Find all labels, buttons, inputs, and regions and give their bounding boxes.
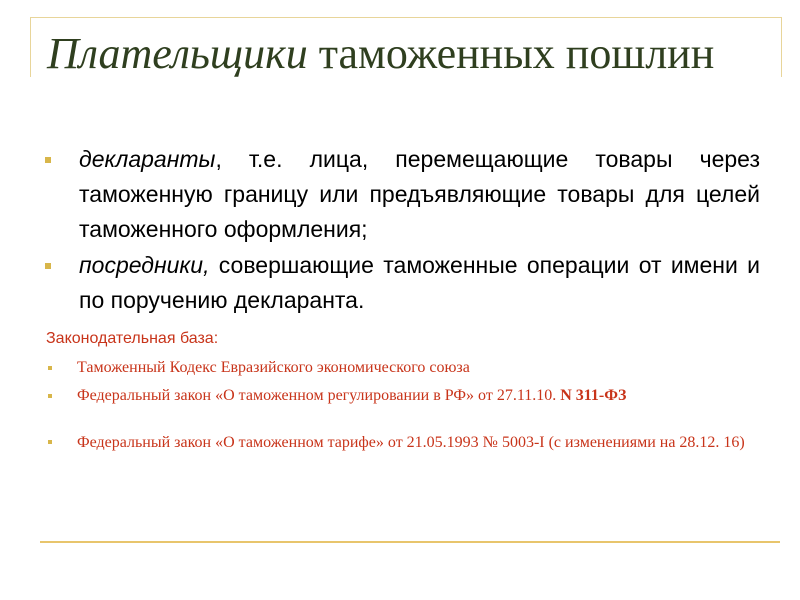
term-intermediaries: посредники,: [79, 252, 210, 278]
square-bullet-icon: [45, 157, 51, 163]
small-bullet-icon: [48, 440, 52, 444]
small-bullet-icon: [48, 394, 52, 398]
reference-item: [46, 427, 760, 458]
payers-list: [40, 142, 760, 319]
title-rest-part: таможенных пошлин: [307, 29, 715, 78]
intermediaries-description: совершающие таможенные операции от имени и по поручению декларанта.: [79, 252, 760, 313]
declarants-description: , т.е. лица, перемещающие товары через таможенную границу или предъявляющие товары для целей таможенного оформления;: [79, 146, 760, 242]
legal-basis-heading: Законодательная база:: [46, 330, 219, 347]
list-item-intermediaries: [40, 248, 760, 318]
reference-law-number: N 311-ФЗ: [560, 387, 627, 404]
frame-bottom-line: [40, 541, 780, 543]
reference-item: [46, 383, 760, 409]
reference-text: Федеральный закон «О таможенном тарифе» от 21.05.1993 № 5003-I (с изменениями на 28.12. 16): [77, 434, 745, 451]
frame-right-line: [781, 17, 782, 77]
reference-item: [46, 355, 760, 381]
slide-title: [47, 28, 777, 80]
list-item-declarants: [40, 142, 760, 247]
small-bullet-icon: [48, 366, 52, 370]
frame-left-line: [30, 17, 31, 77]
reference-text: Таможенный Кодекс Евразийского экономического союза: [77, 359, 470, 376]
square-bullet-icon: [45, 263, 51, 269]
reference-text: Федеральный закон «О таможенном регулировании в РФ» от 27.11.10.: [77, 387, 561, 404]
frame-top-line: [30, 17, 782, 18]
legal-references-list: [46, 355, 760, 458]
term-declarants: декларанты: [79, 146, 216, 172]
title-italic-part: Плательщики: [47, 29, 308, 78]
